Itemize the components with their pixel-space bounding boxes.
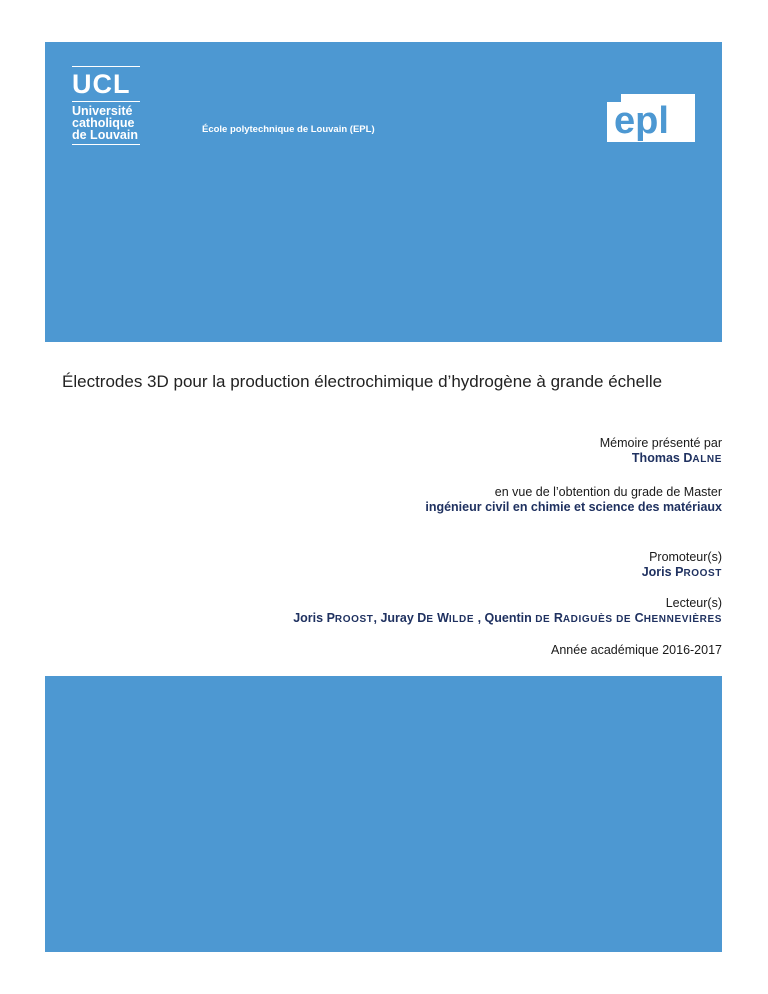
reader3-last2-initial: C — [634, 611, 644, 625]
logo-rule — [72, 101, 140, 102]
ucl-logo-line: de Louvain — [72, 128, 138, 142]
degree-program: ingénieur civil en chimie et science des matériaux — [425, 500, 722, 514]
logo-rule — [72, 144, 140, 145]
header-band — [45, 42, 722, 342]
logo-rule — [72, 66, 140, 67]
author-name — [600, 451, 722, 467]
degree-label: en vue de l’obtention du grade de Master — [494, 485, 722, 499]
reader2-last-rest2: ILDE — [448, 614, 475, 625]
school-name: École polytechnique de Louvain (EPL) — [202, 124, 375, 135]
reader1-first: Joris — [293, 611, 324, 625]
author-last-rest: ALNE — [692, 454, 722, 465]
ucl-logo — [72, 66, 144, 145]
promoter-label: Promoteur(s) — [649, 550, 722, 564]
readers-block — [293, 596, 722, 627]
reader1-last-rest: ROOST — [334, 614, 374, 625]
promoter-last-initial: P — [675, 565, 684, 579]
footer-band — [45, 676, 722, 952]
reader1-last-initial: P — [326, 611, 335, 625]
reader2-first: Juray — [380, 611, 414, 625]
epl-logo — [605, 92, 696, 144]
readers-label: Lecteur(s) — [665, 596, 722, 610]
academic-year: Année académique 2016-2017 — [551, 643, 722, 657]
reader2-last-rest1: E — [426, 614, 434, 625]
reader3-last-rest: ADIGUÈS — [562, 614, 613, 625]
author-first-name: Thomas — [631, 451, 680, 465]
reader3-particle2: DE — [616, 614, 632, 625]
reader2-last-initial2: W — [437, 611, 449, 625]
ucl-logo-line: catholique — [72, 116, 135, 130]
ucl-logo-line: Université — [72, 104, 133, 118]
ucl-logo-mark: UCL — [72, 69, 131, 99]
reader3-first: Quentin — [484, 611, 532, 625]
author-last-initial: D — [683, 451, 693, 465]
thesis-title: Électrodes 3D pour la production électrochimique d’hydrogène à grande échelle — [62, 372, 663, 391]
reader-separator: , — [373, 611, 377, 625]
reader-separator: , — [474, 611, 482, 625]
promoter-first-name: Joris — [641, 565, 672, 579]
reader3-last-initial: R — [553, 611, 563, 625]
promoter-name — [642, 565, 722, 581]
reader3-last2-rest: HENNEVIÈRES — [643, 614, 722, 625]
presented-by-block — [600, 436, 722, 467]
reader3-particle1: DE — [535, 614, 551, 625]
promoter-last-rest: ROOST — [683, 568, 722, 579]
readers-names — [293, 611, 722, 627]
reader2-last-initial1: D — [417, 611, 427, 625]
epl-logo-text: epl — [614, 100, 669, 142]
presented-label: Mémoire présenté par — [599, 436, 722, 450]
degree-block — [425, 485, 722, 515]
promoter-block — [642, 550, 722, 581]
